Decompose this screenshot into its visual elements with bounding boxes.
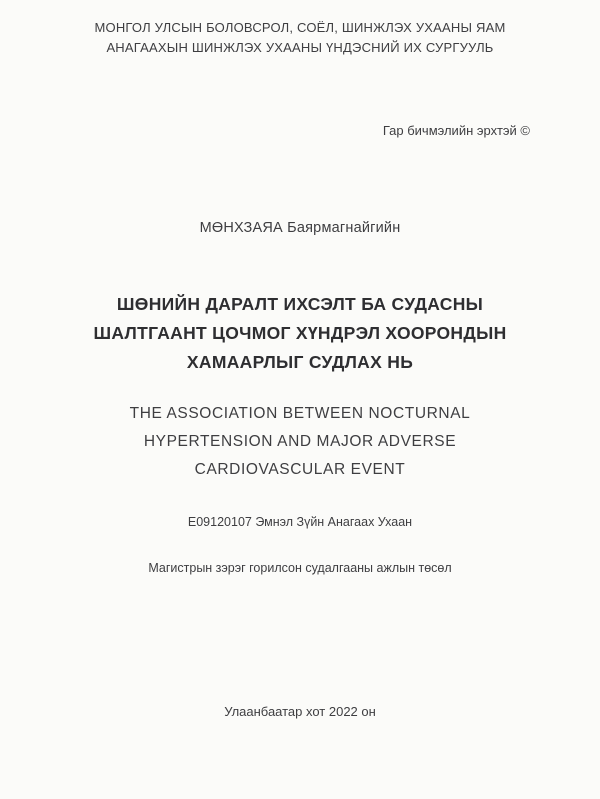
ministry-header xyxy=(0,18,600,58)
city-year-line: Улаанбаатар хот 2022 он xyxy=(224,704,376,719)
document-type-line: Магистрын зэрэг горилсон судалгааны ажлын төсөл xyxy=(148,561,452,575)
thesis-title-english xyxy=(0,400,600,484)
ministry-name: МОНГОЛ УЛСЫН БОЛОВСРОЛ, СОЁЛ, ШИНЖЛЭХ УХААНЫ ЯАМ xyxy=(94,20,506,35)
manuscript-rights-notice: Гар бичмэлийн эрхтэй © xyxy=(382,123,530,138)
thesis-title-english-line1: THE ASSOCIATION BETWEEN NOCTURNAL xyxy=(129,405,471,422)
thesis-title-mongolian-line3: ХАМААРЛЫГ СУДЛАХ НЬ xyxy=(186,352,414,372)
thesis-title-mongolian-line1: ШӨНИЙН ДАРАЛТ ИХСЭЛТ БА СУДАСНЫ xyxy=(116,294,484,314)
thesis-title-english-line3: CARDIOVASCULAR EVENT xyxy=(194,461,406,478)
thesis-title-english-line2: HYPERTENSION AND MAJOR ADVERSE xyxy=(143,433,457,450)
thesis-title-mongolian xyxy=(0,290,600,377)
author-name: МӨНХЗАЯА Баярмагнайгийн xyxy=(199,220,401,236)
thesis-title-mongolian-line2: ШАЛТГААНТ ЦОЧМОГ ХҮНДРЭЛ ХООРОНДЫН xyxy=(93,323,507,343)
university-name: АНАГААХЫН ШИНЖЛЭХ УХААНЫ ҮНДЭСНИЙ ИХ СУРГУУЛЬ xyxy=(106,40,494,55)
program-code-line: Е09120107 Эмнэл Зүйн Анагаах Ухаан xyxy=(187,515,413,529)
